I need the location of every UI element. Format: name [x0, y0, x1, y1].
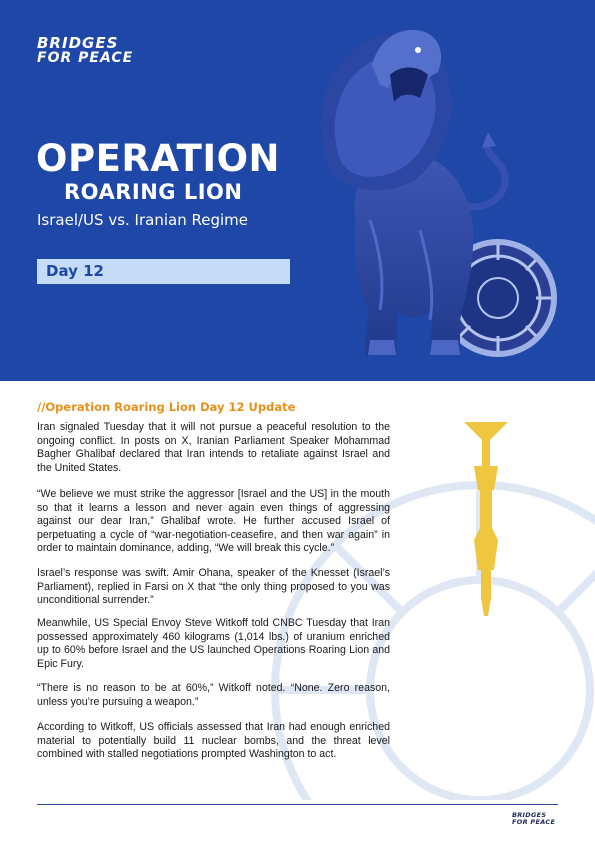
article-heading: //Operation Roaring Lion Day 12 Update [37, 400, 296, 414]
page-subtitle: ROARING LION [64, 180, 243, 204]
article-paragraph-5: “There is no reason to be at 60%,” Witkoff noted. “None. Zero reason, unless you’re pursuing a weapon.” [37, 682, 390, 708]
article-paragraph-2: “We believe we must strike the aggressor [Israel and the US] in the mouth so that it learns a lesson and never again even things of aggressing against our dear Iran,” Ghalibaf wrote. He further accused Israel of perpetuating a cycle of “war-negotiation-ceasefire, and then war again” in order to maintain dominance, adding, “We will break this cycle.” [37, 488, 390, 555]
footer-logo [512, 812, 555, 826]
article-paragraph-6: According to Witkoff, US officials assessed that Iran had enough enriched material to potentially build 11 nuclear bombs, and the threat level combined with stalled negotiations prompted Washington to act. [37, 721, 390, 761]
article-paragraph-3: Israel’s response was swift. Amir Ohana, speaker of the Knesset (Israel’s Parliament), replied in Farsi on X that “the only thing proposed to you was unconditional surrender.” [37, 567, 390, 607]
lion-icon [310, 20, 575, 365]
page-title: OPERATION [36, 137, 281, 180]
article-paragraph-4: Meanwhile, US Special Envoy Steve Witkoff told CNBC Tuesday that Iran possessed approximately 460 kilograms (1,014 lbs.) of uranium enriched up to 60% before Israel and the US launched Operations Roaring Lion and Epic Fury. [37, 617, 390, 670]
brand-logo-line2: FOR PEACE [37, 50, 134, 66]
page-tagline: Israel/US vs. Iranian Regime [37, 211, 248, 229]
footer-logo-line2: FOR PEACE [512, 818, 556, 826]
day-badge [37, 259, 290, 284]
brand-logo [37, 36, 133, 66]
footer-logo-line1: BRIDGES [512, 811, 547, 819]
article-paragraph-1: Iran signaled Tuesday that it will not pursue a peaceful resolution to the ongoing conflict. In posts on X, Iranian Parliament Speaker Mohammad Bagher Ghalibaf declared that Iran intends to retaliate against Israel and the United States. [37, 421, 390, 474]
hero-banner [0, 0, 595, 381]
missile-icon [458, 420, 514, 620]
brand-logo-line1: BRIDGES [37, 34, 119, 52]
day-label: Day 12 [46, 262, 104, 280]
footer-divider [37, 804, 558, 805]
